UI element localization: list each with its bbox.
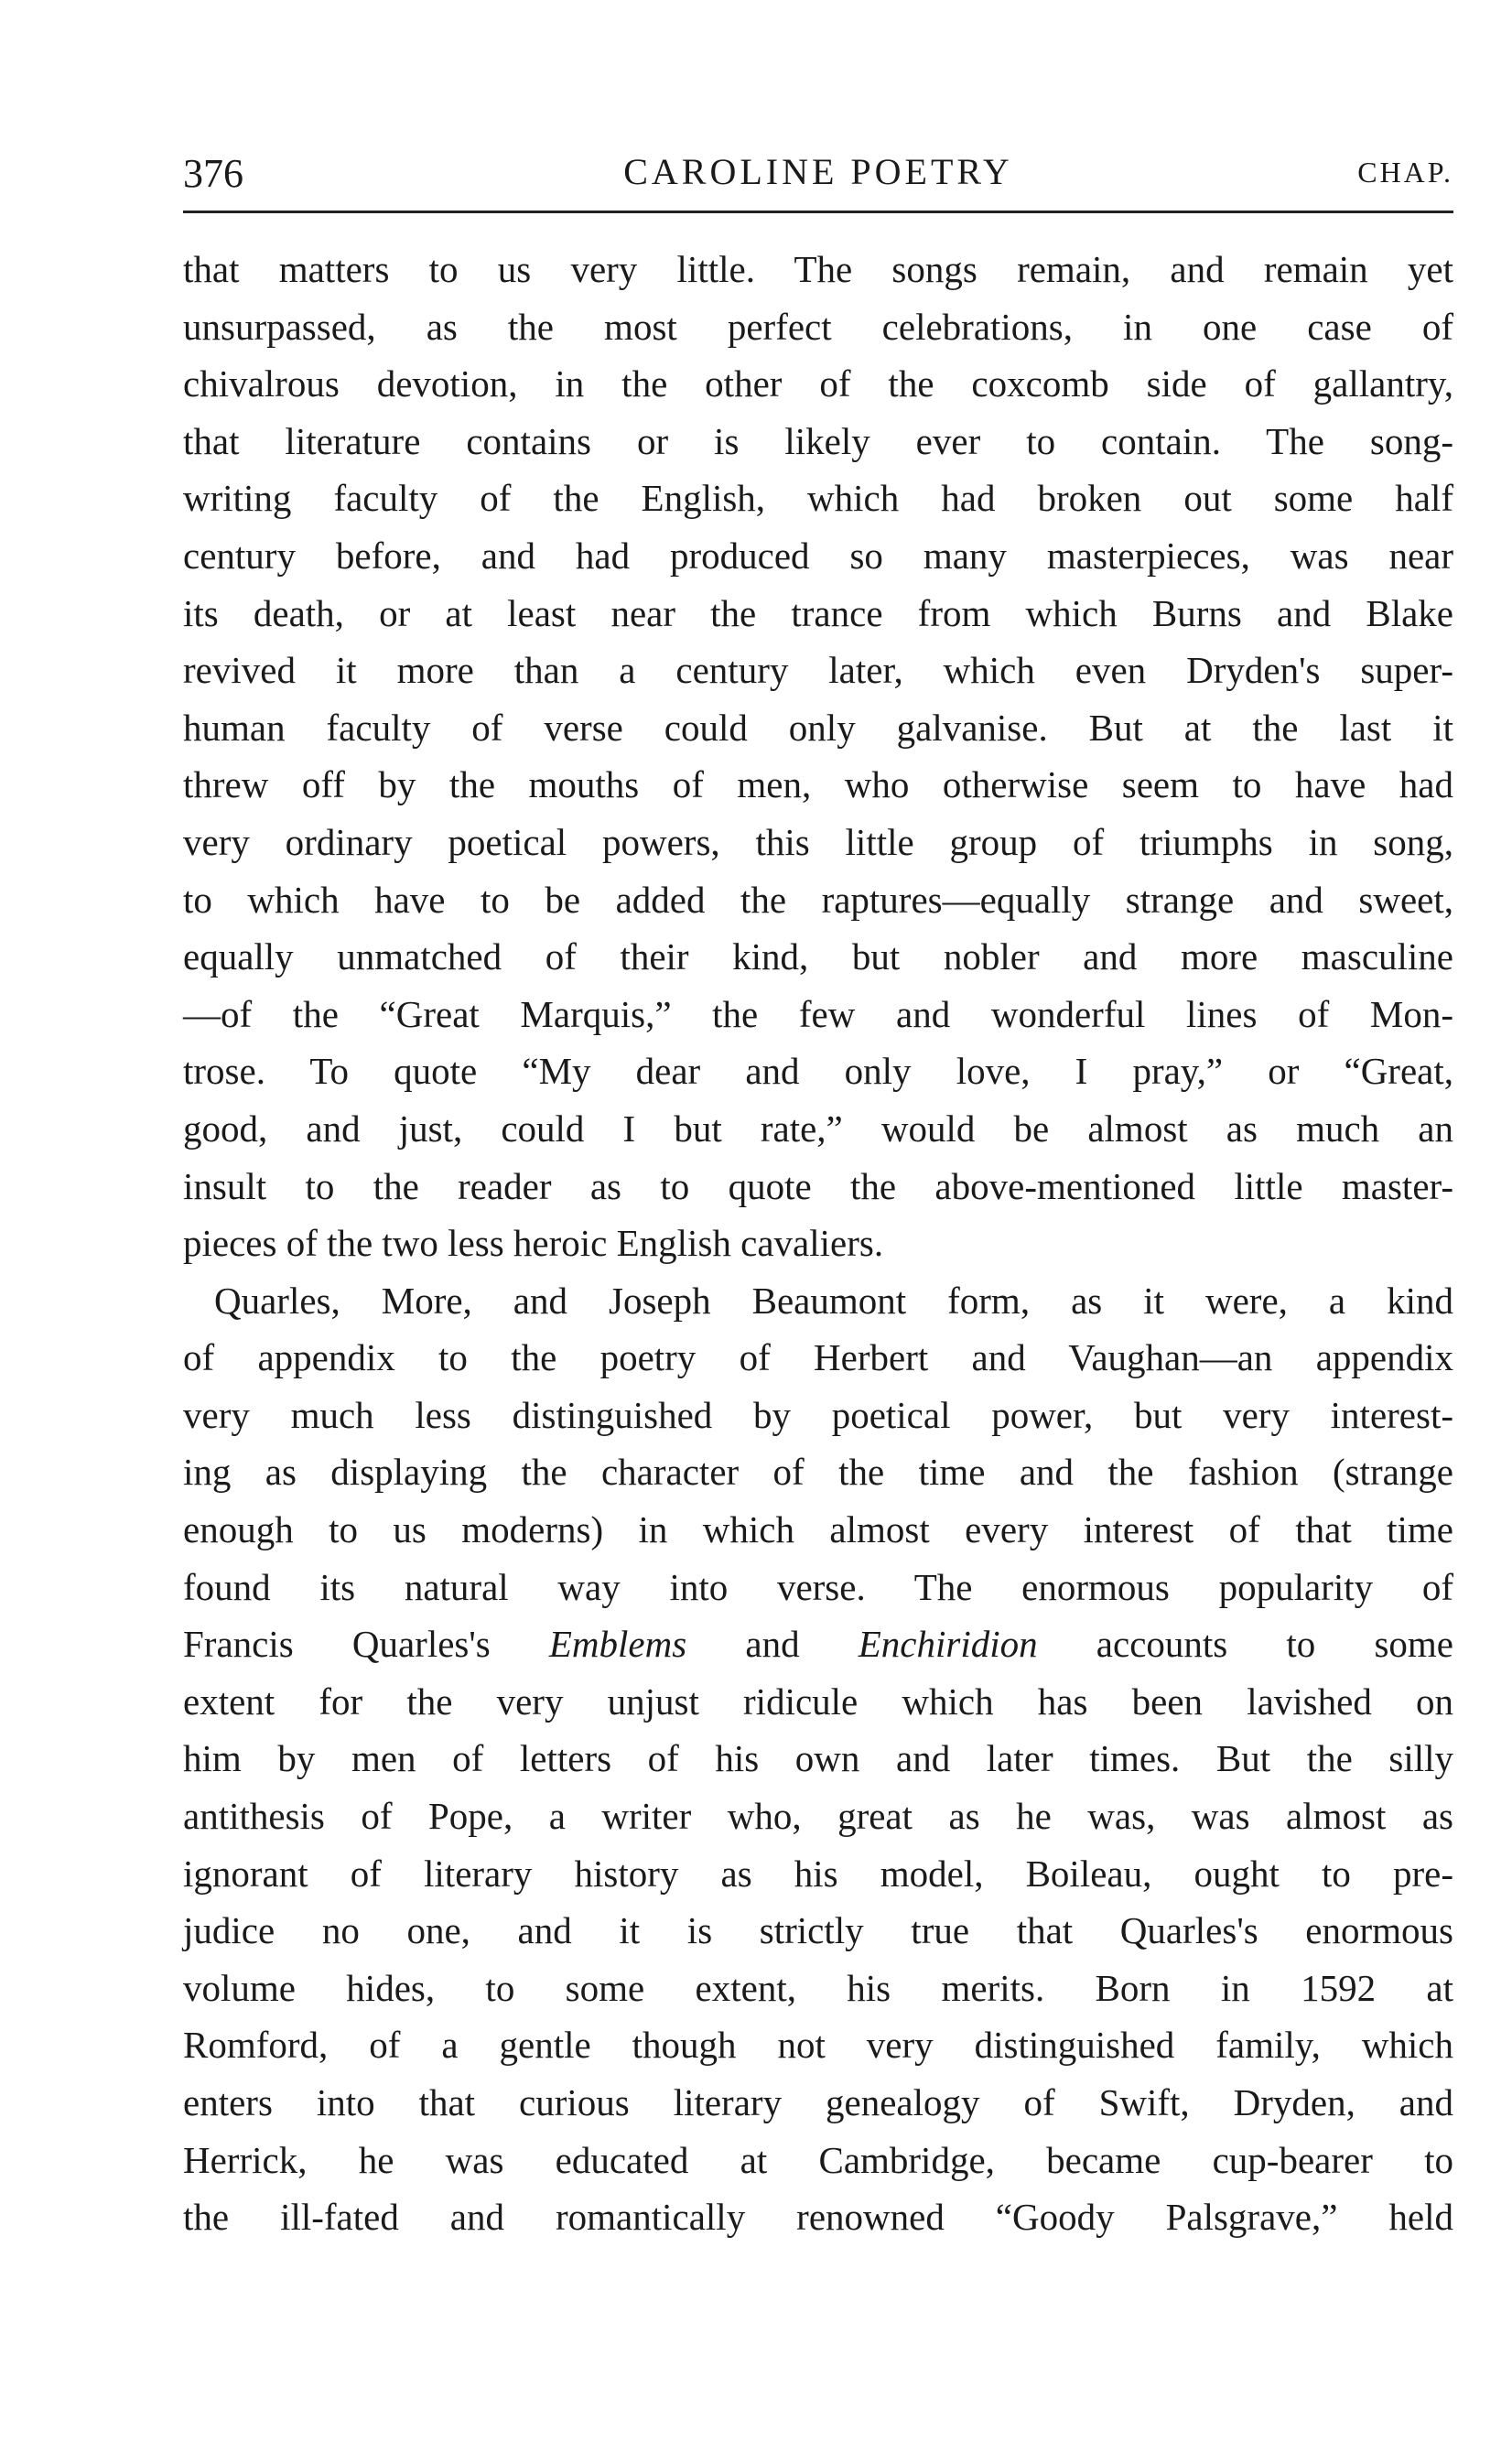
text-line: of appendix to the poetry of Herbert and Vaughan—an appendix bbox=[183, 1336, 1453, 1379]
text-line: ing as displaying the character of the time and the fashion (strange bbox=[183, 1451, 1453, 1494]
running-title: CAROLINE POETRY bbox=[623, 151, 1013, 192]
text-line: extent for the very unjust ridicule which has been lavished on bbox=[183, 1680, 1453, 1723]
paragraph-first-line: Quarles, More, and Joseph Beaumont form, as it were, a kind bbox=[214, 1279, 1453, 1322]
text-line: its death, or at least near the trance from which Burns and Blake bbox=[183, 591, 1453, 634]
line-text: and bbox=[686, 1623, 859, 1666]
line-text: accounts to some bbox=[1037, 1623, 1454, 1666]
text-line: good, and just, could I but rate,” would be almost as much an bbox=[183, 1107, 1453, 1150]
text-line: —of the “Great Marquis,” the few and wonderful lines of Mon- bbox=[183, 992, 1453, 1035]
book-title-enchiridion: Enchiridion bbox=[858, 1623, 1038, 1666]
chapter-abbreviation: CHAP. bbox=[1357, 156, 1453, 189]
text-line: writing faculty of the English, which had broken out some half bbox=[183, 477, 1453, 520]
header-rule bbox=[183, 211, 1453, 213]
text-line: Herrick, he was educated at Cambridge, became cup-bearer to bbox=[183, 2138, 1453, 2181]
text-line: human faculty of verse could only galvanise. But at the last it bbox=[183, 706, 1453, 749]
text-line: ignorant of literary history as his model, Boileau, ought to pre- bbox=[183, 1852, 1453, 1895]
text-line: century before, and had produced so many masterpieces, was near bbox=[183, 534, 1453, 577]
text-line: chivalrous devotion, in the other of the coxcomb side of gallantry, bbox=[183, 362, 1453, 405]
text-line: enters into that curious literary genealogy of Swift, Dryden, and bbox=[183, 2081, 1453, 2123]
line-text: Francis Quarles's bbox=[183, 1623, 549, 1666]
text-line: unsurpassed, as the most perfect celebrations, in one case of bbox=[183, 305, 1453, 348]
book-page bbox=[183, 137, 1453, 2246]
paragraph-last-line: pieces of the two less heroic English cavaliers. bbox=[183, 1222, 884, 1265]
text-line: him by men of letters of his own and later times. But the silly bbox=[183, 1737, 1453, 1780]
text-line: Romford, of a gentle though not very distinguished family, which bbox=[183, 2024, 1453, 2067]
text-line: that matters to us very little. The songs remain, and remain yet bbox=[183, 248, 1453, 290]
text-line: that literature contains or is likely ever to contain. The song- bbox=[183, 419, 1453, 462]
text-line: antithesis of Pope, a writer who, great as he was, was almost as bbox=[183, 1795, 1453, 1838]
book-title-emblems: Emblems bbox=[548, 1623, 687, 1666]
body-text bbox=[183, 241, 1453, 2246]
text-line: insult to the reader as to quote the above-mentioned little master- bbox=[183, 1164, 1453, 1207]
text-line-with-titles bbox=[183, 1615, 1453, 1673]
text-line: to which have to be added the raptures—equally strange and sweet, bbox=[183, 878, 1453, 921]
text-line: trose. To quote “My dear and only love, I pray,” or “Great, bbox=[183, 1050, 1453, 1093]
text-line: enough to us moderns) in which almost every interest of that time bbox=[183, 1508, 1453, 1551]
text-line: the ill-fated and romantically renowned “Goody Palsgrave,” held bbox=[183, 2196, 1453, 2239]
text-line: found its natural way into verse. The enormous popularity of bbox=[183, 1565, 1453, 1608]
text-line: judice no one, and it is strictly true that Quarles's enormous bbox=[183, 1909, 1453, 1952]
text-line: threw off by the mouths of men, who otherwise seem to have had bbox=[183, 763, 1453, 806]
text-line: volume hides, to some extent, his merits. Born in 1592 at bbox=[183, 1966, 1453, 2009]
running-head bbox=[183, 137, 1453, 211]
text-line: very ordinary poetical powers, this little group of triumphs in song, bbox=[183, 820, 1453, 863]
text-line: equally unmatched of their kind, but nobler and more masculine bbox=[183, 935, 1453, 978]
text-line: revived it more than a century later, which even Dryden's super- bbox=[183, 649, 1453, 692]
page-number: 376 bbox=[183, 151, 243, 196]
text-line: very much less distinguished by poetical power, but very interest- bbox=[183, 1393, 1453, 1436]
